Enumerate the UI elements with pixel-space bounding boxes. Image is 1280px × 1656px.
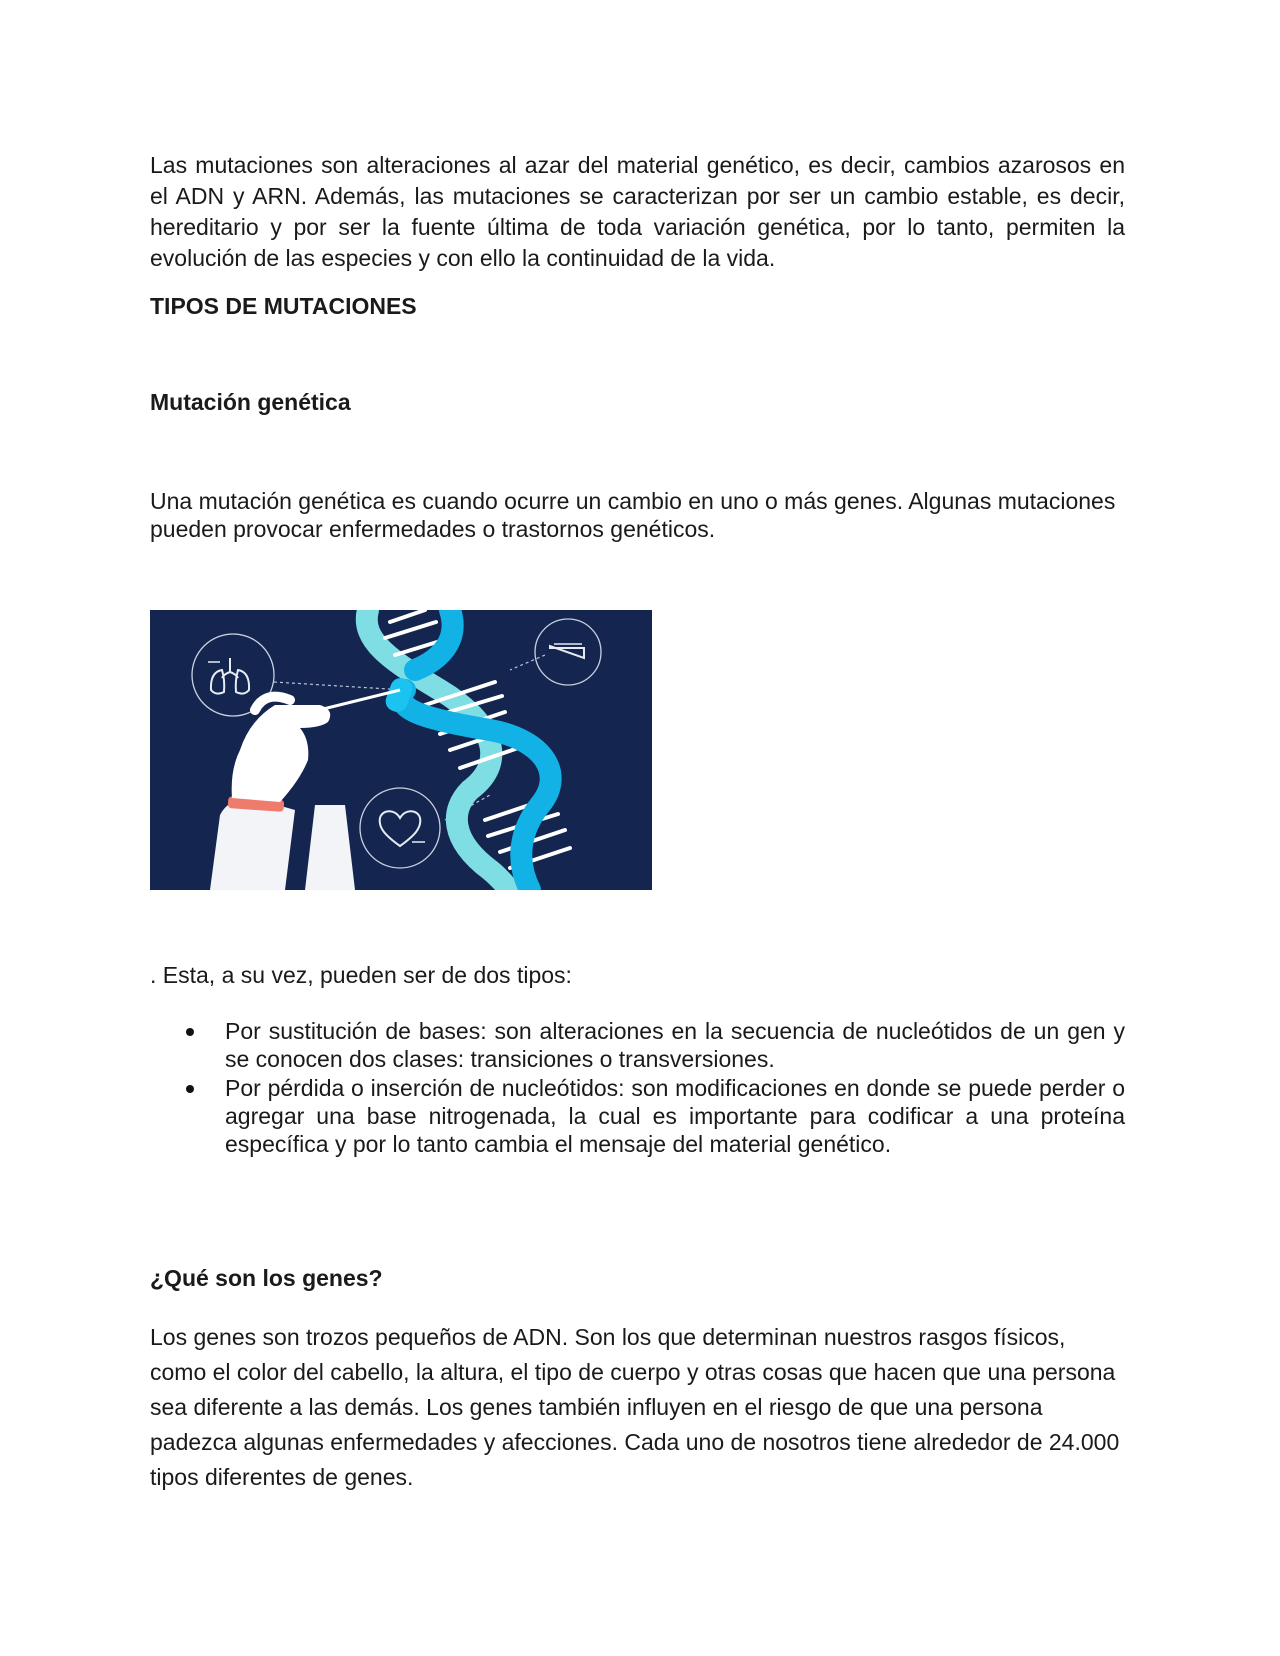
bullet-icon <box>186 1085 194 1093</box>
intro-paragraph: Las mutaciones son alteraciones al azar del material genético, es decir, cambios azarosos en el ADN y ARN. Además, las mutaciones se caracterizan por ser un cambio estable, es decir, hereditario y por ser la fuente última de toda variación genética, por lo tanto, permiten la evolución de las especies y con ello la continuidad de la vida. <box>150 152 1125 271</box>
dna-illustration <box>150 610 652 890</box>
section-heading-genetic-mutation: Mutación genética <box>150 389 351 415</box>
list-item <box>150 1017 1125 1073</box>
genetic-mutation-definition: Una mutación genética es cuando ocurre un cambio en uno o más genes. Algunas mutaciones pueden provocar enfermedades o trastornos genéticos. <box>150 488 1116 542</box>
bullet-icon <box>186 1028 194 1036</box>
document-page <box>150 0 1125 1656</box>
mutation-types-intro: . Esta, a su vez, pueden ser de dos tipos: <box>150 962 572 988</box>
genes-paragraph: Los genes son trozos pequeños de ADN. Son los que determinan nuestros rasgos físicos, como el color del cabello, la altura, el tipo de cuerpo y otras cosas que hacen que una persona sea diferente a las demás. Los genes también influyen en el riesgo de que una persona padezca algunas enfermedades y afecciones. Cada uno de nosotros tiene alrededor de 24.000 tipos diferentes de genes. <box>150 1324 1120 1490</box>
section-heading-genes: ¿Qué son los genes? <box>150 1265 383 1291</box>
list-item-text: Por sustitución de bases: son alteraciones en la secuencia de nucleótidos de un gen y se conocen dos clases: transiciones o transversiones. <box>225 1018 1125 1072</box>
list-item-text: Por pérdida o inserción de nucleótidos: son modificaciones en donde se puede perder o agregar una base nitrogenada, la cual es importante para codificar a una proteína específica y por lo tanto cambia el mensaje del material genético. <box>225 1075 1125 1157</box>
section-heading-types: TIPOS DE MUTACIONES <box>150 293 417 319</box>
list-item <box>150 1074 1125 1158</box>
mutation-types-list <box>150 1017 1125 1159</box>
